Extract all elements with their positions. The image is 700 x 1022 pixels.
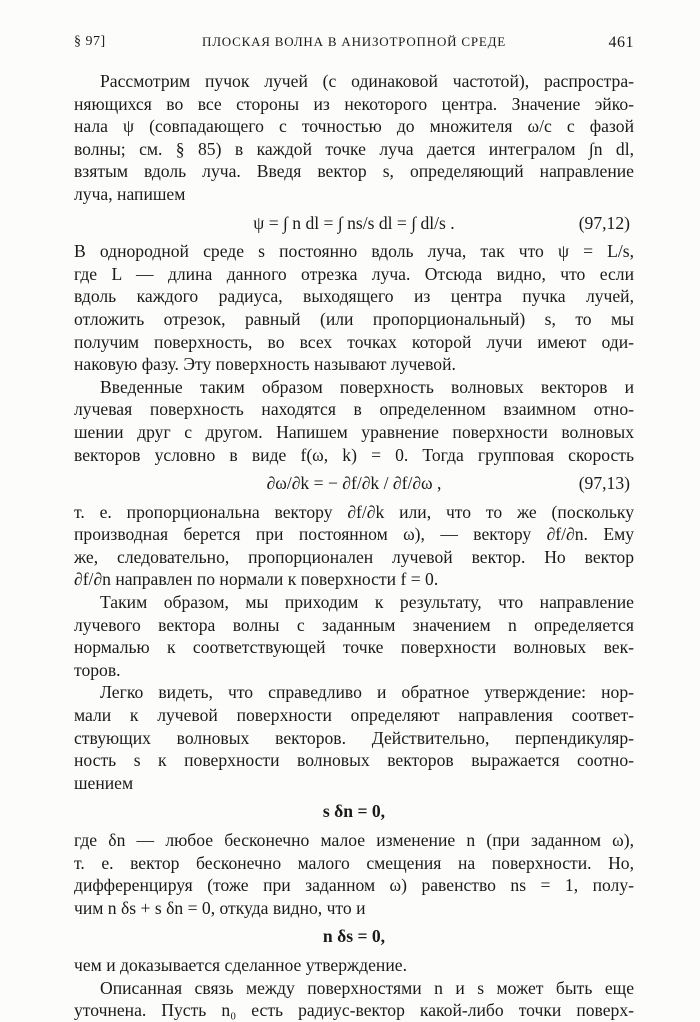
text-line: Рассмотрим пучок лучей (с одинаковой частотой), распростра- [100,71,634,91]
text-line: лучевая поверхность находятся в определенном взаимном отно- [74,399,634,420]
text-line: мали к лучевой поверхности определяют направления соответ- [74,705,634,726]
text-line: лучевого вектора волны с заданным значением n определяется [74,614,634,635]
text-line: же, следовательно, пропорционален лучевой вектор. Но вектор [74,546,634,567]
text-line: уточнена. Пусть n₀ есть радиус-вектор какой-либо точки поверх- [74,1000,634,1021]
text-line: получим поверхность, во всех точках которой лучи имеют оди- [74,331,634,352]
text-line: няющихся во все стороны из некоторого центра. Значение эйко- [74,93,634,114]
equation-body: n δs = 0, [322,926,386,947]
text-line: шением [74,772,134,793]
text-line: взятым вдоль луча. Введя вектор s, определяющий направление [74,161,634,182]
text-line: торов. [74,659,121,680]
equation-body: s δn = 0, [322,801,386,822]
text-line: В однородной среде s постоянно вдоль луча, так что ψ = L/s, [74,241,634,262]
text-line: нала ψ (совпадающего с точностью до множителя ω/c с фазой [74,116,634,137]
text-line: ствующих волновых векторов. Действительно, перпендикуляр- [74,727,634,748]
text-line: ∂f/∂n направлен по нормали к поверхности f = 0. [74,569,439,590]
text-line: дифференцируя (тоже при заданном ω) равенство ns = 1, полу- [74,875,634,896]
text-line: наковую фазу. Эту поверхность называют лучевой. [74,354,456,375]
text-line: Таким образом, мы приходим к результату, что направление [100,592,634,613]
section-number: § 97] [74,34,106,49]
text-line: шении друг с другом. Напишем уравнение поверхности волновых [74,421,634,442]
equation-97-12 [74,212,634,235]
running-title: ПЛОСКАЯ ВОЛНА В АНИЗОТРОПНОЙ СРЕДЕ [202,34,507,49]
text-line: где δn — любое бесконечно малое изменение n (при заданном ω), [74,830,634,850]
text-line: чим n δs + s δn = 0, откуда видно, что и [74,897,366,918]
equation-number: (97,12) [578,212,630,233]
equation-body: ψ = ∫ n dl = ∫ ns/s dl = ∫ dl/s . [253,212,455,233]
text-line: отложить отрезок, равный (или пропорциональный) s, то мы [74,308,634,329]
text-line: луча, напишем [74,183,186,204]
text-line: ность s к поверхности волновых векторов выражается соотно- [74,750,634,771]
text-line: Введенные таким образом поверхность волновых векторов и [100,376,634,397]
page-number: 461 [608,34,634,51]
text-line: Описанная связь между поверхностями n и s может быть еще [100,977,634,998]
text-line: где L — длина данного отрезка луча. Отсюда видно, что если [74,263,634,284]
text-line: т. е. пропорциональна вектору ∂f/∂k или, что то же (поскольку [74,501,634,522]
text-line: производная берется при постоянном ω), — вектору ∂f/∂n. Ему [74,524,634,545]
equation-s-dn [74,800,634,823]
text-line: Легко видеть, что справедливо и обратное утверждение: нор- [100,682,634,703]
text-line: вдоль каждого радиуса, выходящего из центра пучка лучей, [74,286,634,307]
text-line: векторов условно в виде f(ω, k) = 0. Тогда групповая скорость [74,444,634,465]
text-line: чем и доказывается сделанное утверждение. [74,954,407,975]
text-line: т. е. вектор бесконечно малого смещения на поверхности. Но, [74,852,634,873]
equation-n-ds [74,925,634,948]
text-line: волны; см. § 85) в каждой точке луча дается интегралом ∫n dl, [74,138,634,159]
page-body [74,70,634,1022]
equation-97-13 [74,472,634,495]
running-header [74,34,634,56]
text-line: нормалью к соответствующей точке поверхности волновых век- [74,637,634,658]
equation-body: ∂ω/∂k = − ∂f/∂k / ∂f/∂ω , [266,473,442,494]
equation-number: (97,13) [578,473,630,494]
